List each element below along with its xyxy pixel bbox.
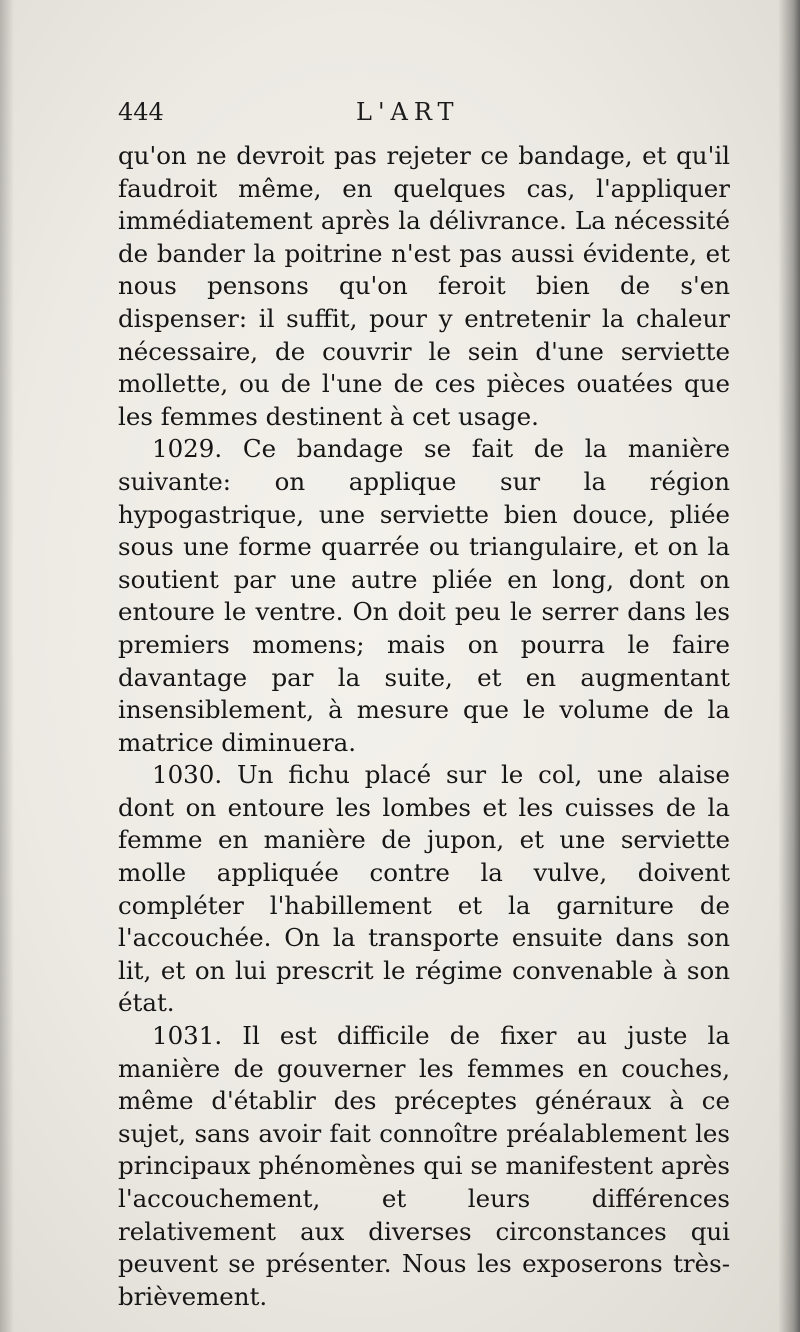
- paragraph-1029: 1029. Ce bandage se fait de la manière suivante: on applique sur la région hypogastrique, une serviette bien douce, pliée sous une forme quarrée ou triangulaire, et on la soutient par une autre pliée en long, dont on entoure le ventre. On doit peu le serrer dans les premiers momens; mais on pourra le faire davantage par la suite, et en augmentant insensiblement, à mesure que le volume de la matrice diminuera.: [118, 434, 730, 757]
- running-head: L'ART: [356, 98, 460, 126]
- paragraph-continuation: qu'on ne devroit pas rejeter ce bandage, et qu'il faudroit même, en quelques cas, l'appliquer immédiatement après la délivrance. La nécessité de bander la poitrine n'est pas aussi évidente, et nous pensons qu'on feroit bien de s'en dispenser: il suffit, pour y entretenir la chaleur nécessaire, de couvrir le sein d'une serviette mollette, ou de l'une de ces pièces ouatées que les femmes destinent à cet usage.: [118, 141, 730, 431]
- body-text: [118, 140, 730, 1313]
- paragraph-1030: 1030. Un fichu placé sur le col, une alaise dont on entoure les lombes et les cuisses de la femme en manière de jupon, et une serviette molle appliquée contre la vulve, doivent compléter l'habillement et la garniture de l'accouchée. On la transporte ensuite dans son lit, et on lui prescrit le régime convenable à son état.: [118, 760, 730, 1018]
- paragraph-1031: 1031. Il est difficile de fixer au juste la manière de gouverner les femmes en couches, même d'établir des préceptes généraux à ce sujet, sans avoir fait connoître préalablement les principaux phénomènes qui se manifestent après l'accouchement, et leurs différences relativement aux diverses circonstances qui peuvent se présenter. Nous les exposerons très-brièvement.: [118, 1021, 730, 1311]
- page-shadow-left: [0, 0, 14, 1332]
- page-number: 444: [118, 98, 164, 126]
- page-shadow-right: [778, 0, 800, 1332]
- page-header: [118, 98, 728, 132]
